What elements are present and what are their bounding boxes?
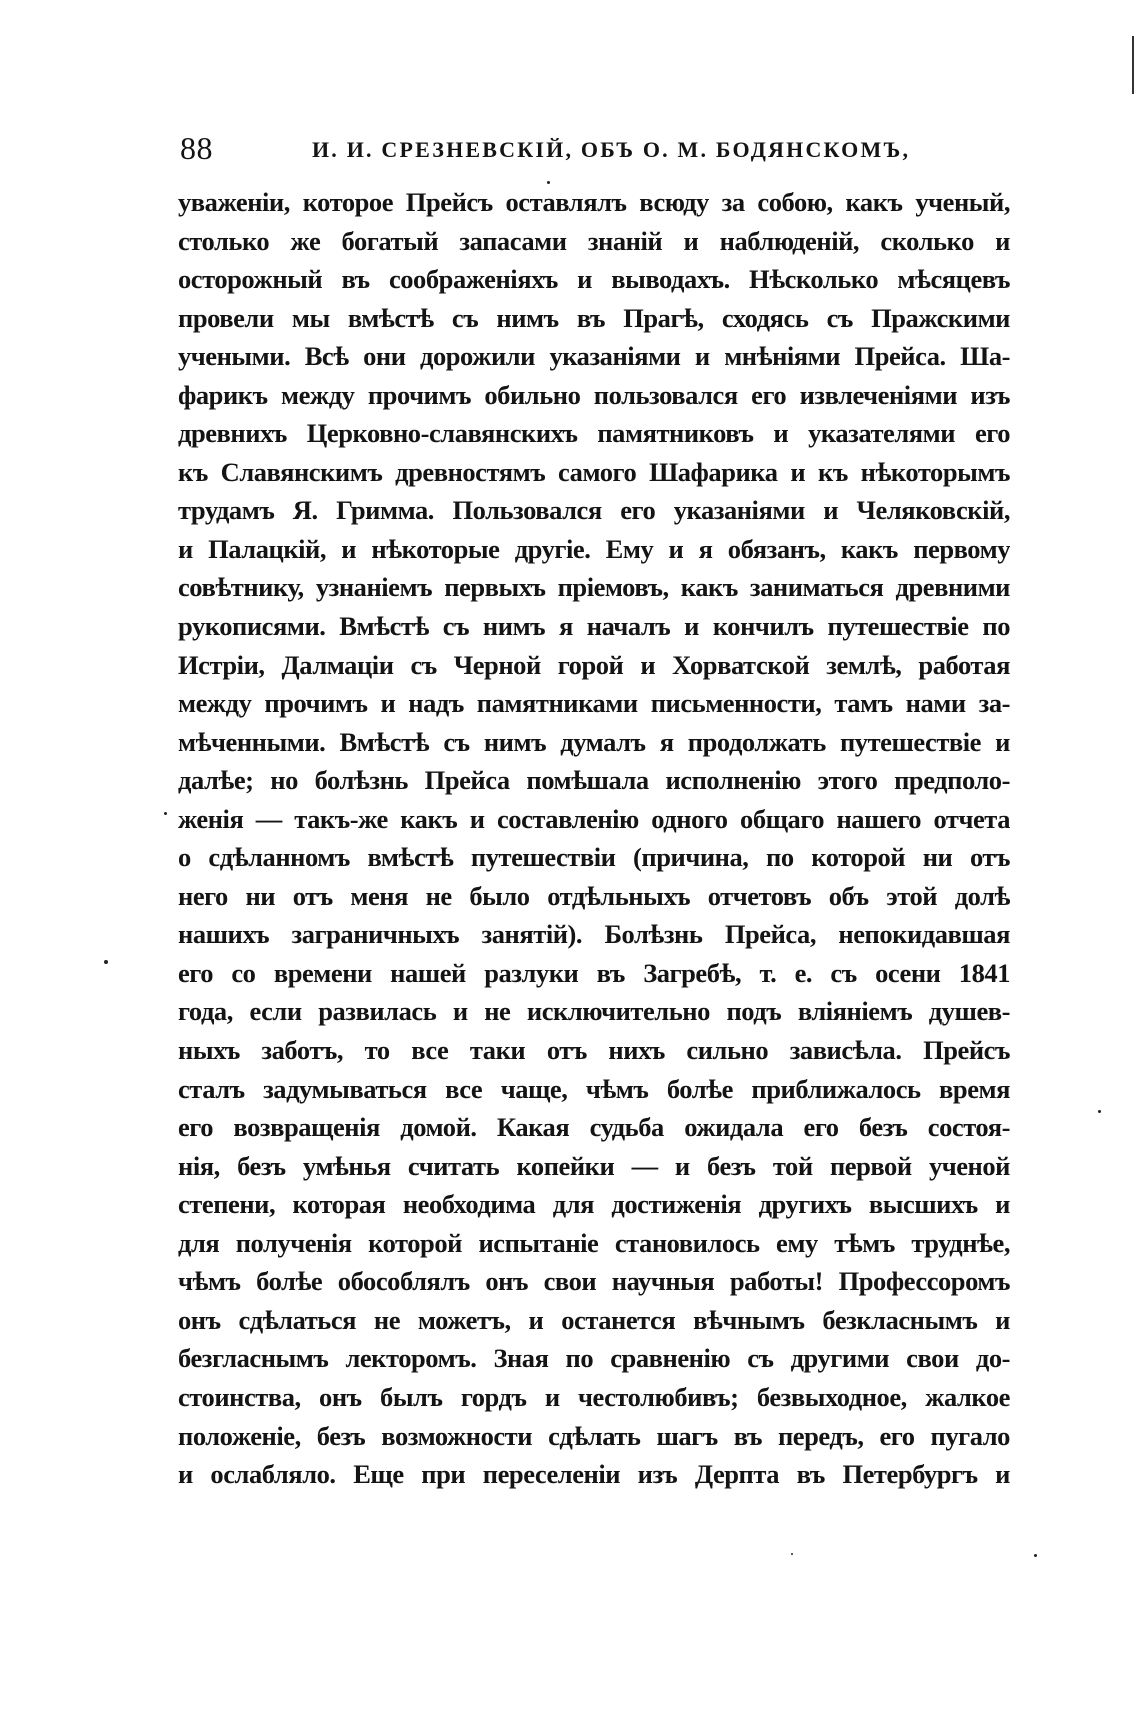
text-line: ныхъ заботъ, то все таки отъ нихъ сильно зависѣла. Прейсъ — [178, 1035, 1010, 1066]
text-line: нашихъ заграничныхъ занятій). Болѣзнь Прейса, непокидавшая — [178, 919, 1010, 950]
text-line: него ни отъ меня не было отдѣльныхъ отчетовъ объ этой долѣ — [178, 880, 1010, 911]
text-line: степени, которая необходима для достиженія другихъ высшихъ и — [178, 1189, 1010, 1220]
text-line: учеными. Всѣ они дорожили указаніями и мнѣніями Прейса. Ша- — [178, 341, 1010, 372]
text-line: провели мы вмѣстѣ съ нимъ въ Прагѣ, сходясь съ Пражскими — [178, 302, 1010, 333]
text-line: трудамъ Я. Гримма. Пользовался его указаніями и Челяковскій, — [178, 495, 1010, 526]
body-text — [178, 183, 1010, 1494]
text-line: безгласнымъ лекторомъ. Зная по сравненію съ другими свои до- — [178, 1343, 1010, 1374]
text-line: для полученія которой испытаніе становилось ему тѣмъ труднѣе, — [178, 1227, 1010, 1258]
text-line: чѣмъ болѣе обособлялъ онъ свои научныя работы! Профессоромъ — [178, 1266, 1010, 1297]
page-header — [180, 128, 1010, 168]
text-line: и ослабляло. Еще при переселеніи изъ Дерпта въ Петербургъ и — [178, 1459, 1010, 1490]
text-line: совѣтнику, узнаніемъ первыхъ пріемовъ, какъ заниматься древними — [178, 572, 1010, 603]
text-line: къ Славянскимъ древностямъ самого Шафарика и къ нѣкоторымъ — [178, 456, 1010, 487]
text-line: мѣченными. Вмѣстѣ съ нимъ думалъ я продолжать путешествіе и — [178, 726, 1010, 757]
text-line: его со времени нашей разлуки въ Загребѣ, т. е. съ осени 1841 — [178, 957, 1010, 988]
text-line: и Палацкій, и нѣкоторые другіе. Ему и я обязанъ, какъ первому — [178, 533, 1010, 564]
text-line: года, если развилась и не исключительно подъ вліяніемъ душев- — [178, 996, 1010, 1027]
text-line: положеніе, безъ возможности сдѣлать шагъ въ передъ, его пугало — [178, 1420, 1010, 1451]
text-line: стоинства, онъ былъ гордъ и честолюбивъ; безвыходное, жалкое — [178, 1381, 1010, 1412]
text-line: о сдѣланномъ вмѣстѣ путешествіи (причина, по которой ни отъ — [178, 842, 1010, 873]
text-line: нія, безъ умѣнья считать копейки — и безъ той первой ученой — [178, 1150, 1010, 1181]
text-line: рукописями. Вмѣстѣ съ нимъ я началъ и кончилъ путешествіе по — [178, 611, 1010, 642]
ink-speck — [1098, 1110, 1101, 1113]
ink-speck — [791, 1553, 793, 1555]
text-line: фарикъ между прочимъ обильно пользовался его извлеченіями изъ — [178, 379, 1010, 410]
text-line: древнихъ Церковно-славянскихъ памятниковъ и указателями его — [178, 418, 1010, 449]
scan-edge-mark — [1132, 36, 1134, 94]
text-line: уваженіи, которое Прейсъ оставлялъ всюду за собою, какъ ученый, — [178, 187, 1010, 217]
text-line: столько же богатый запасами знаній и наблюденій, сколько и — [178, 225, 1010, 256]
text-line: осторожный въ соображеніяхъ и выводахъ. Нѣсколько мѣсяцевъ — [178, 264, 1010, 295]
text-line: между прочимъ и надъ памятниками письменности, тамъ нами за- — [178, 688, 1010, 719]
text-line: женія — такъ-же какъ и составленію одного общаго нашего отчета — [178, 803, 1010, 834]
ink-speck — [104, 960, 108, 964]
text-line: далѣе; но болѣзнь Прейса помѣшала исполненію этого предполо- — [178, 765, 1010, 796]
running-head: И. И. СРЕЗНЕВСКІЙ, ОБЪ О. М. БОДЯНСКОМЪ, — [312, 137, 911, 162]
text-line: сталъ задумываться все чаще, чѣмъ болѣе приближалось время — [178, 1073, 1010, 1104]
text-line: его возвращенія домой. Какая судьба ожидала его безъ состоя- — [178, 1112, 1010, 1143]
text-line: Истріи, Далмаціи съ Черной горой и Хорватской землѣ, работая — [178, 649, 1010, 680]
text-line: онъ сдѣлаться не можетъ, и останется вѣчнымъ безкласнымъ и — [178, 1304, 1010, 1335]
page-number: 88 — [180, 130, 213, 166]
ink-speck — [1034, 1554, 1037, 1557]
ink-speck — [164, 812, 167, 815]
